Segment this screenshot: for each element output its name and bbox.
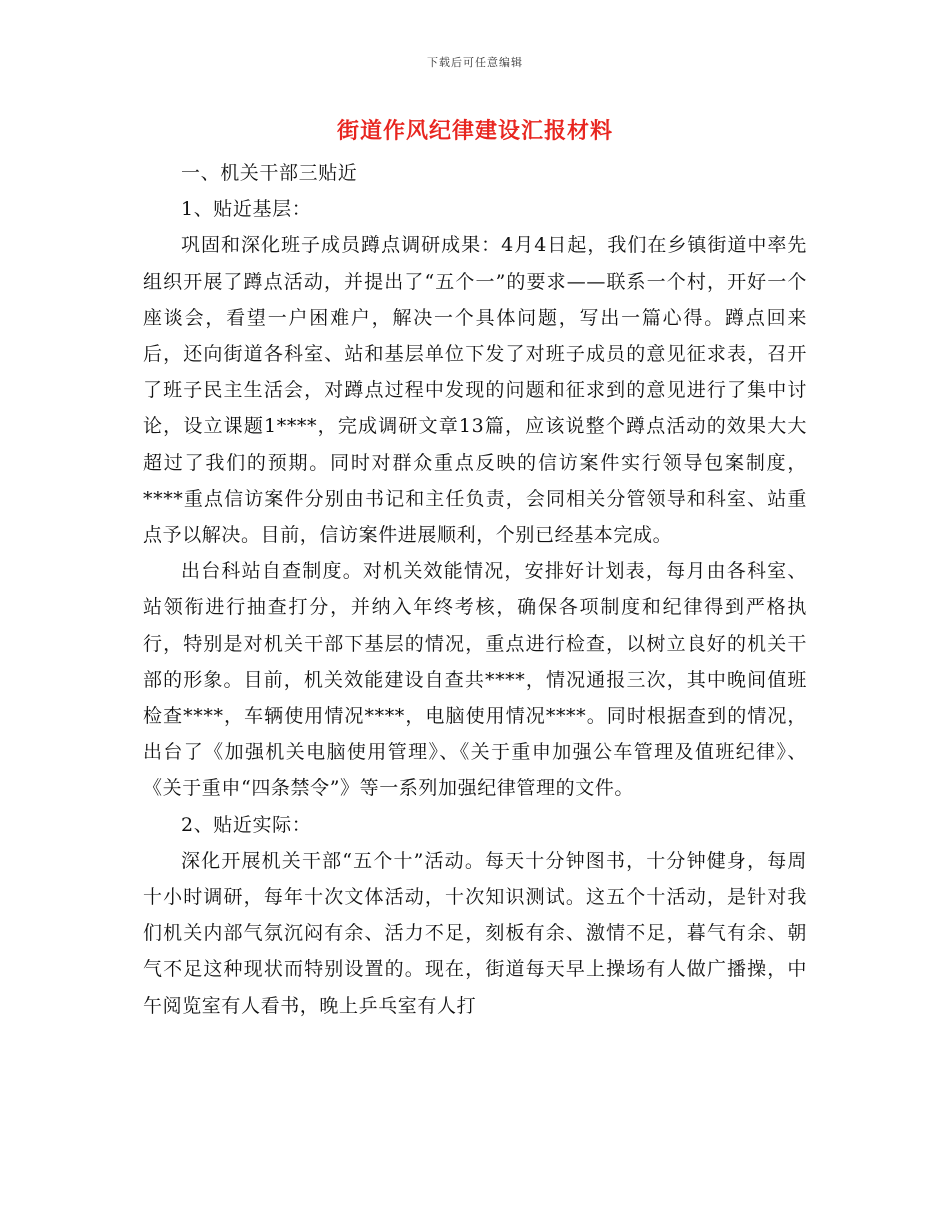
subsection-heading-1: 1、贴近基层： bbox=[181, 198, 312, 221]
body-paragraph: 深化开展机关干部“五个十”活动。每天十分钟图书，十分钟健身，每周十小时调研，每年十次文体活动，十次知识测试。这五个十活动，是针对我们机关内部气氛沉闷有余、活力不足，刻板有余、激情不足，暮气有余、朝气不足这种现状而特别设置的。现在，街道每天早上操场有人做广播操，中午阅览室有人看书，晚上乒乓室有人打 bbox=[143, 849, 807, 1017]
section-heading-1: 一、机关干部三贴近 bbox=[181, 162, 358, 184]
subsection-heading-2: 2、贴近实际： bbox=[181, 813, 312, 836]
body-paragraph: 巩固和深化班子成员蹲点调研成果：4月4日起，我们在乡镇街道中率先组织开展了蹲点活动，并提出了“五个一”的要求——联系一个村，开好一个座谈会，看望一户困难户，解决一个具体问题，写出一篇心得。蹲点回来后，还向街道各科室、站和基层单位下发了对班子成员的意见征求表，召开了班子民主生活会，对蹲点过程中发现的问题和征求到的意见进行了集中讨论，设立课题1****，完成调研文章13篇，应该说整个蹲点活动的效果大大超过了我们的预期。同时对群众重点反映的信访案件实行领导包案制度，****重点信访案件分别由书记和主任负责，会同相关分管领导和科室、站重点予以解决。目前，信访案件进展顺利，个别已经基本完成。 bbox=[143, 234, 807, 547]
document-body bbox=[143, 155, 807, 1024]
body-paragraph: 出台科站自查制度。对机关效能情况，安排好计划表，每月由各科室、站领衔进行抽查打分，并纳入年终考核，确保各项制度和纪律得到严格执行，特别是对机关干部下基层的情况，重点进行检查，以树立良好的机关干部的形象。目前，机关效能建设自查共****，情况通报三次，其中晚间值班检查****，车辆使用情况****，电脑使用情况****。同时根据查到的情况，出台了《加强机关电脑使用管理》、《关于重申加强公车管理及值班纪律》、《关于重申“四条禁令”》等一系列加强纪律管理的文件。 bbox=[143, 560, 807, 800]
page-header-note: 下载后可任意编辑 bbox=[427, 56, 523, 69]
document-title: 街道作风纪律建设汇报材料 bbox=[336, 118, 613, 144]
